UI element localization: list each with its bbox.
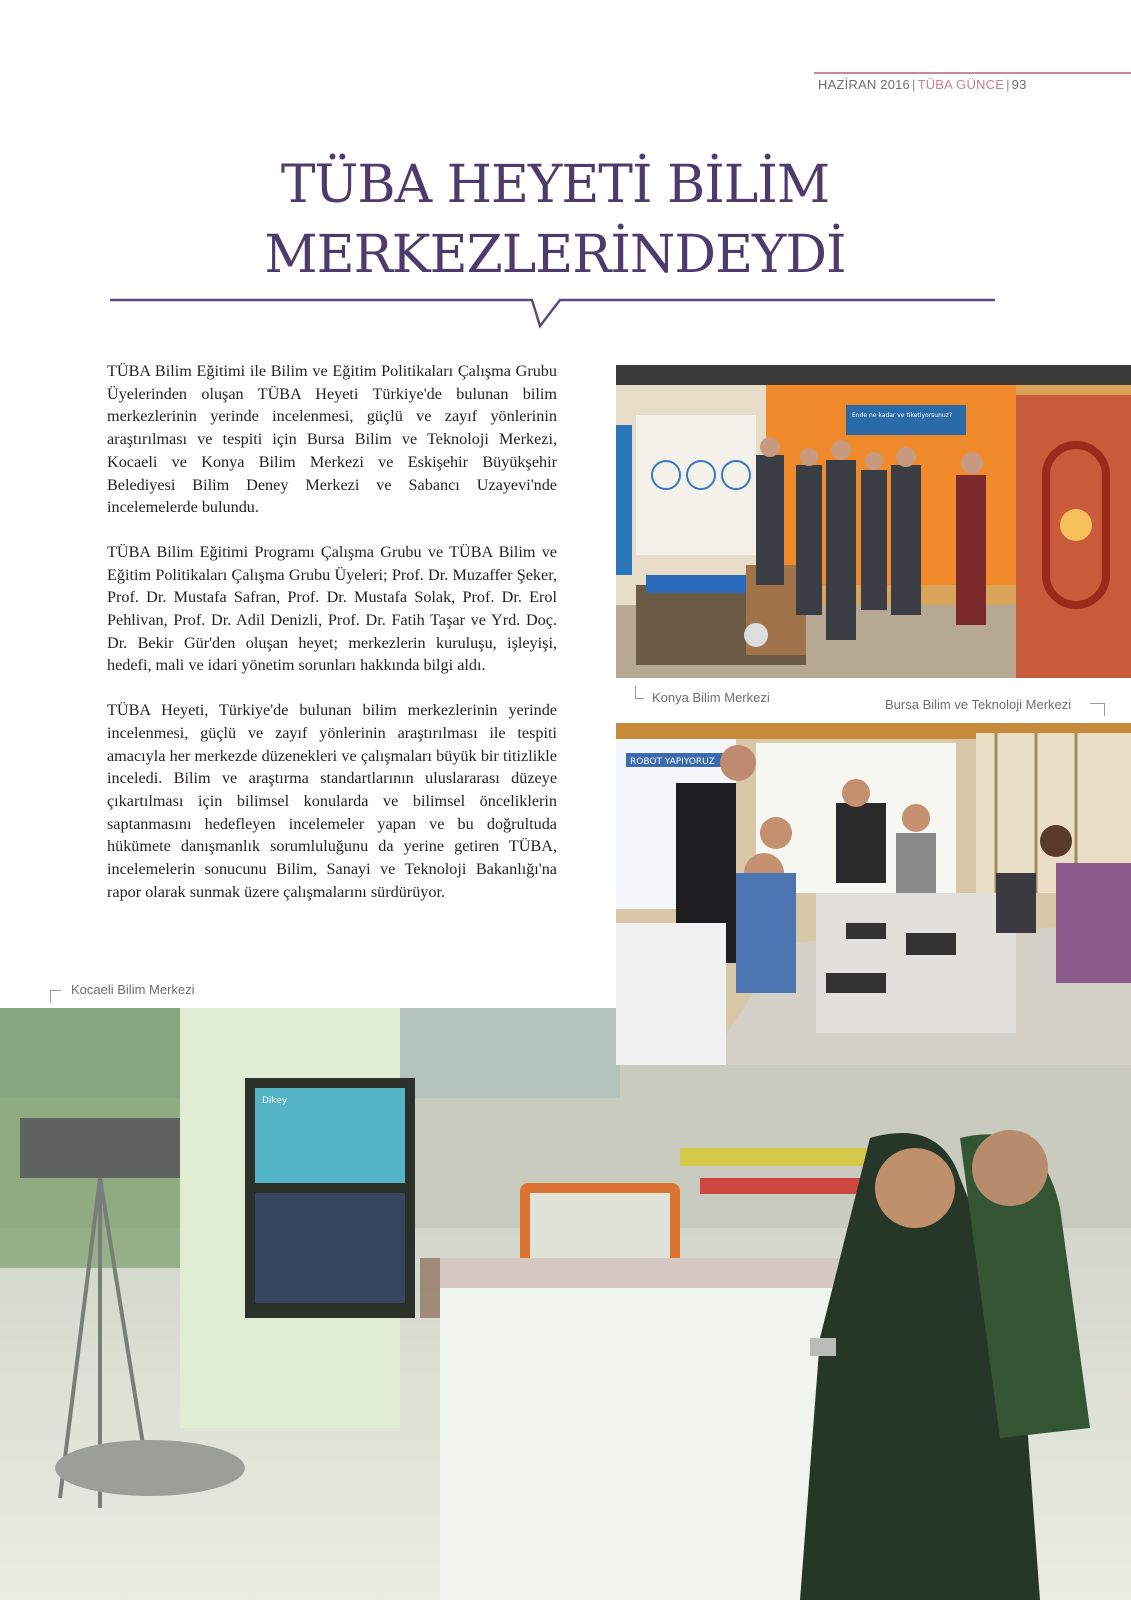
caption-mark-konya [635, 686, 644, 699]
paragraph-2: TÜBA Bilim Eğitimi Programı Çalışma Grubu ve TÜBA Bilim ve Eğitim Politikaları Çalışma Grubu Üyeleri; Prof. Dr. Muzaffer Şeker, Prof. Dr. Mustafa Safran, Prof. Dr. Mustafa Solak, Prof. Dr. Erol Pehlivan, Prof. Dr. Adil Denizli, Prof. Dr. Fatih Taşar ve Yrd. Doç. Dr. Bekir Gür'den oluşan heyet; merkezlerin kuruluşu, işleyişi, hedefi, mali ve idari yönetim sorunları hakkında bilgi aldı. [107, 542, 557, 675]
bursa-exhibit-sign: Ende ne kadar ve tiketiyorsunuz? [852, 412, 953, 419]
photo-konya [616, 723, 1131, 1065]
photo-bursa [616, 365, 1131, 678]
title-line-1: TÜBA HEYETİ BİLİM [280, 155, 830, 215]
issue-date: HAZİRAN 2016 [818, 77, 910, 92]
header-rule [814, 72, 1131, 74]
caption-kocaeli: Kocaeli Bilim Merkezi [71, 982, 195, 997]
screen-label: Dikey [262, 1096, 288, 1106]
caption-mark-kocaeli [50, 990, 61, 1003]
konya-sign: ROBOT YAPIYORUZ [630, 757, 715, 767]
paragraph-1: TÜBA Bilim Eğitimi ile Bilim ve Eğitim Politikaları Çalışma Grubu Üyelerinden oluşan TÜBA Heyeti Türkiye'de bulunan bilim merkezlerinin yerinde incelenmesi, güçlü ve zayıf yönlerinin araştırılması ve tespiti için Bursa Bilim ve Teknoloji Merkezi, Kocaeli ve Konya Bilim Merkezi ve Eskişehir Büyükşehir Belediyesi Bilim Deney Merkezi ve Sabancı Uzayevi'nde incelemelerde bulundu. [107, 362, 557, 517]
title-line-2: MERKEZLERİNDEYDİ [264, 225, 846, 285]
article-body [107, 360, 557, 925]
photo-kocaeli [0, 1008, 1131, 1600]
header-separator-2: | [1006, 77, 1010, 92]
page-header [818, 77, 1027, 92]
header-separator-1: | [912, 77, 916, 92]
article-title [110, 150, 1000, 290]
title-divider [110, 298, 995, 332]
caption-konya: Konya Bilim Merkezi [652, 690, 770, 705]
page-number: 93 [1011, 77, 1027, 92]
caption-bursa: Bursa Bilim ve Teknoloji Merkezi [885, 697, 1072, 712]
publication-name: TÜBA GÜNCE [917, 77, 1005, 92]
caption-mark-bursa [1090, 703, 1105, 716]
paragraph-3: TÜBA Heyeti, Türkiye'de bulunan bilim merkezlerinin yerinde incelenmesi, güçlü ve zayıf yönlerinin araştırılması ile tespiti amacıyla her merkezde düzenekleri ve çalışmaları büyük bir titizlikle inceledi. Bilim ve araştırma standartlarının uluslararası düzeye çıkartılması için bilimsel konularda ve bilimsel önceliklerin saptanmasını hedefleyen incelemeler yapan ve bu doğrultuda hükümete danışmanlık sorumluluğunu da yerine getiren TÜBA, incelemelerin sonucunu Bilim, Sanayi ve Teknoloji Bakanlığı'na rapor olarak sunmak üzere çalışmalarını sürdürüyor. [107, 701, 557, 901]
